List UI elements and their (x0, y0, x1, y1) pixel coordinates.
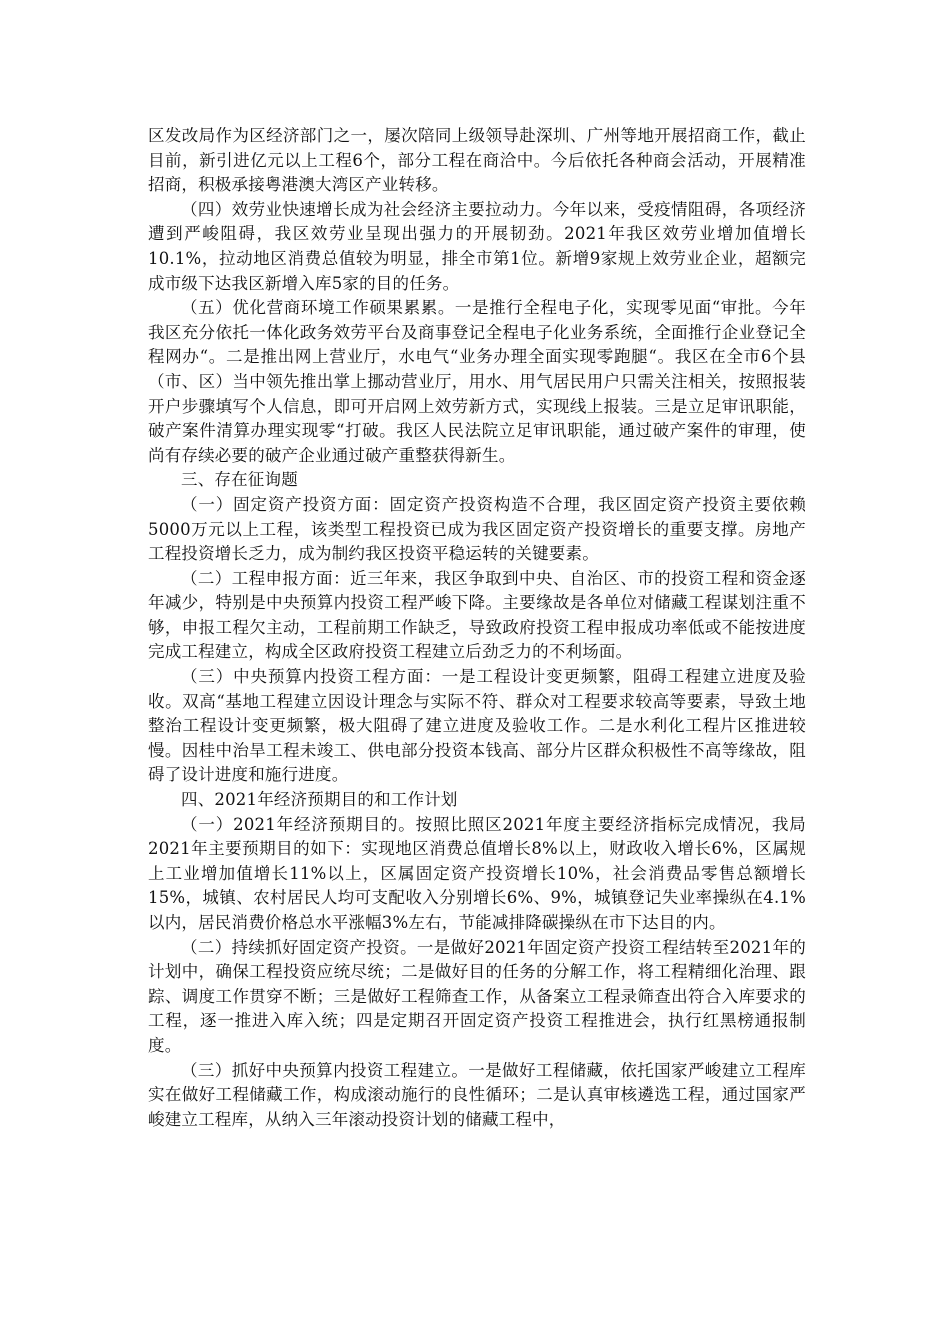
document-body (148, 124, 806, 1132)
section-heading-3: 三、存在征询题 (181, 470, 298, 490)
paragraph-3: （五）优化营商环境工作硕果累累。一是推行全程电子化，实现零见面“审批。今年我区充分依托一体化政务效劳平台及商事登记全程电子化业务系统，全面推行企业登记全程网办“。二是推出网上营业厅，水电气“业务办理全面实现零跑腿“。我区在全市6个县（市、区）当中领先推出掌上挪动营业厅，用水、用气居民用户只需关注相关，按照报装开户步骤填写个人信息，即可开启网上效劳新方式，实现线上报装。三是立足审讯职能，破产案件清算办理实现零“打破。我区人民法院立足审讯职能，通过破产案件的审理，使尚有存续必要的破产企业通过破产重整获得新生。 (148, 298, 806, 465)
paragraph-2: （四）效劳业快速增长成为社会经济主要拉动力。今年以来，受疫情阻碍，各项经济遭到严峻阻碍，我区效劳业呈现出强力的开展韧劲。2021年我区效劳业增加值增长10.1%，拉动地区消费总值较为明显，排全市第1位。新增9家规上效劳业企业，超额完成市级下达我区新增入库5家的目的任务。 (148, 199, 806, 293)
paragraph-10: （二）持续抓好固定资产投资。一是做好2021年固定资产投资工程结转至2021年的计划中，确保工程投资应统尽统；二是做好目的任务的分解工作，将工程精细化治理、跟踪、调度工作贯穿不断；三是做好工程筛查工作，从备案立工程录筛查出符合入库要求的工程，逐一推进入库入统；四是定期召开固定资产投资工程推进会，执行红黑榜通报制度。 (148, 937, 806, 1055)
paragraph-1: 区发改局作为区经济部门之一，屡次陪同上级领导赴深圳、广州等地开展招商工作，截止目前，新引进亿元以上工程6个，部分工程在商洽中。今后依托各种商会活动，开展精准招商，积极承接粤港澳大湾区产业转移。 (148, 126, 806, 195)
paragraph-9: （一）2021年经济预期目的。按照比照区2021年度主要经济指标完成情况，我局2021年主要预期目的如下：实现地区消费总值增长8%以上，财政收入增长6%，区属规上工业增加值增长11%以上，区属固定资产投资增长10%，社会消费品零售总额增长15%，城镇、农村居民人均可支配收入分别增长6%、9%，城镇登记失业率操纵在4.1%以内，居民消费价格总水平涨幅3%左右，节能减排降碳操纵在市下达目的内。 (148, 814, 806, 932)
paragraph-6: （二）工程申报方面：近三年来，我区争取到中央、自治区、市的投资工程和资金逐年减少，特别是中央预算内投资工程严峻下降。主要缘故是各单位对储藏工程谋划注重不够，申报工程欠主动，工程前期工作缺乏，导致政府投资工程申报成功率低或不能按进度完成工程建立，构成全区政府投资工程建立后劲乏力的不利场面。 (148, 568, 806, 662)
paragraph-7: （三）中央预算内投资工程方面：一是工程设计变更频繁，阻碍工程建立进度及验收。双高“基地工程建立因设计理念与实际不符、群众对工程要求较高等要素，导致土地整治工程设计变更频繁，极大阻碍了建立进度及验收工作。二是水利化工程片区推进较慢。因桂中治旱工程未竣工、供电部分投资本钱高、部分片区群众积极性不高等缘故，阻碍了设计进度和施行进度。 (148, 667, 806, 785)
paragraph-11: （三）抓好中央预算内投资工程建立。一是做好工程储藏，依托国家严峻建立工程库实在做好工程储藏工作，构成滚动施行的良性循环；二是认真审核遴选工程，通过国家严峻建立工程库，从纳入三年滚动投资计划的储藏工程中， (148, 1060, 806, 1129)
paragraph-5: （一）固定资产投资方面：固定资产投资构造不合理，我区固定资产投资主要依赖5000万元以上工程，该类型工程投资已成为我区固定资产投资增长的重要支撑。房地产工程投资增长乏力，成为制约我区投资平稳运转的关键要素。 (148, 494, 806, 564)
section-heading-4: 四、2021年经济预期目的和工作计划 (181, 790, 458, 810)
